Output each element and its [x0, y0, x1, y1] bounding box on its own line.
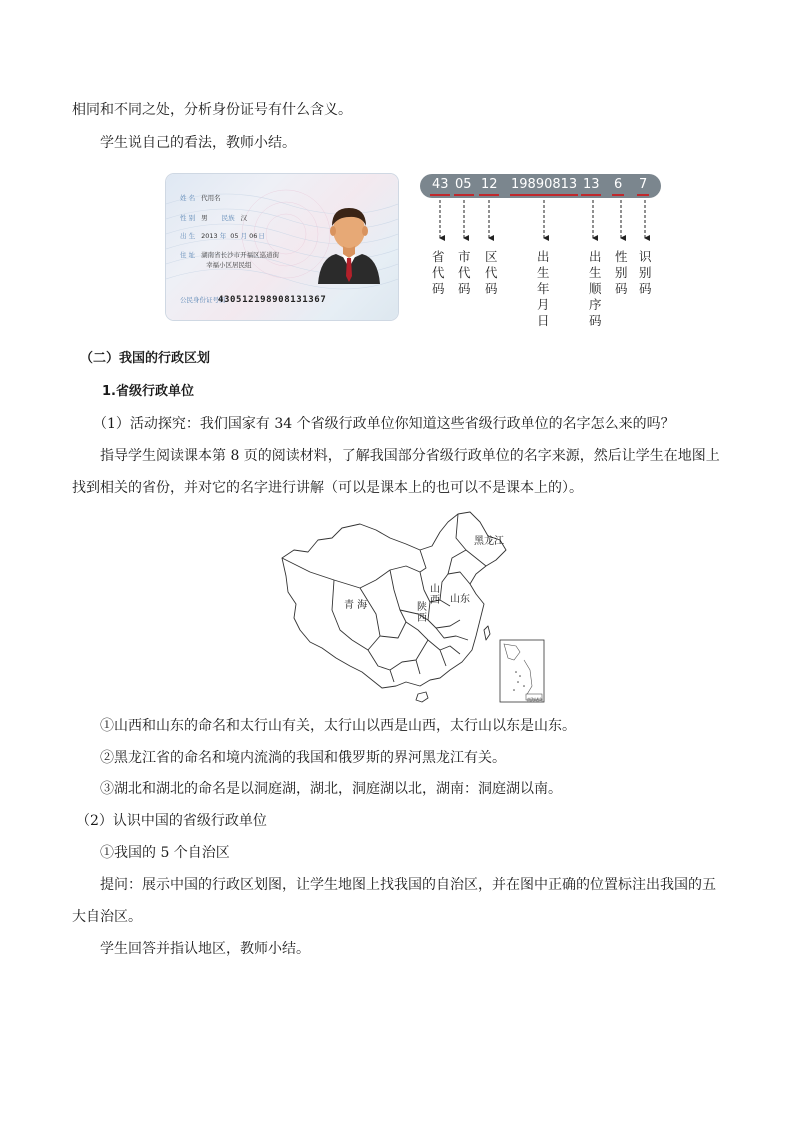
code-underline	[454, 194, 474, 196]
card-year-unit: 年	[219, 232, 227, 240]
code-segment: 05	[455, 177, 472, 192]
code-label-city: 市代码	[458, 249, 471, 296]
card-name-label: 姓 名	[180, 194, 196, 202]
map-label-heilongjiang: 黑龙江	[474, 536, 504, 547]
map-label-shanxi: 山西	[430, 584, 440, 606]
code-label-province: 省代码	[432, 249, 445, 296]
id-code-bar	[420, 174, 661, 198]
card-birth-month: 05	[230, 232, 239, 240]
card-sex: 男	[201, 214, 208, 222]
paragraph: 找到相关的省份，并对它的名字进行讲解（可以是课本上的也可以不是课本上的）。	[72, 480, 583, 496]
code-underline	[479, 194, 499, 196]
code-label-birthdate: 出生年月日	[537, 249, 550, 328]
person-portrait-icon	[316, 198, 382, 284]
id-card-image	[166, 174, 398, 320]
code-segment: 12	[481, 177, 498, 192]
code-segment: 13	[583, 177, 600, 192]
map-label-shaanxi: 陕西	[417, 602, 427, 624]
china-outline-map	[280, 510, 550, 706]
code-segment: 43	[432, 177, 449, 192]
card-name: 代用名	[201, 194, 221, 202]
paragraph: ③湖北和湖北的命名是以洞庭湖，湖北，洞庭湖以北，湖南：洞庭湖以南。	[100, 781, 562, 797]
code-underline	[581, 194, 601, 196]
card-id-label: 公民身份证号码	[180, 296, 226, 304]
paragraph: ①我国的 5 个自治区	[100, 845, 230, 861]
paragraph: 学生说自己的看法，教师小结。	[100, 135, 296, 151]
paragraph: （2）认识中国的省级行政单位	[76, 813, 267, 829]
code-segment: 6	[614, 177, 623, 192]
paragraph: 指导学生阅读课本第 8 页的阅读材料，了解我国部分省级行政单位的名字来源，然后让学生在地图上	[100, 448, 720, 464]
code-underline	[612, 194, 624, 196]
paragraph: ①山西和山东的命名和太行山有关，太行山以西是山西，太行山以东是山东。	[100, 718, 576, 734]
paragraph: （1）活动探究：我们国家有 34 个省级行政单位你知道这些省级行政单位的名字怎么来的吗？	[93, 416, 675, 432]
code-arrows	[420, 198, 661, 244]
code-label-gender: 性别码	[615, 249, 628, 296]
card-month-unit: 月	[240, 232, 248, 240]
card-id-number: 430512198908131367	[218, 295, 327, 305]
subsection-heading: 1.省级行政单位	[102, 384, 194, 399]
paragraph: 相同和不同之处，分析身份证号有什么含义。	[72, 102, 352, 118]
paragraph: 学生回答并指认地区，教师小结。	[100, 941, 310, 957]
paragraph: ②黑龙江省的命名和境内流淌的我国和俄罗斯的界河黑龙江有关。	[100, 750, 506, 766]
card-birth-label: 出 生	[180, 232, 196, 240]
section-heading: （二）我国的行政区划	[80, 351, 211, 366]
map-label-shandong: 山东	[450, 594, 470, 605]
map-outline	[280, 510, 550, 706]
code-underline	[430, 194, 450, 196]
code-label-check: 识别码	[639, 249, 652, 296]
code-label-district: 区代码	[485, 249, 498, 296]
map-label-qinghai: 青 海	[344, 600, 368, 611]
card-ethnic: 汉	[240, 214, 248, 222]
paragraph: 提问：展示中国的行政区划图，让学生地图上找我国的自治区，并在图中正确的位置标注出我国的五	[100, 877, 716, 893]
paragraph: 大自治区。	[72, 909, 142, 925]
code-segment: 19890813	[511, 177, 578, 192]
card-ethnic-label: 民族	[221, 214, 235, 222]
card-address-line2: 幸福小区居民组	[206, 261, 252, 269]
card-day-unit: 日	[258, 232, 265, 240]
card-address-label: 住 址	[180, 251, 196, 259]
code-underline	[510, 194, 578, 196]
card-sex-label: 性 别	[180, 214, 196, 222]
code-underline	[637, 194, 649, 196]
code-label-order: 出生顺序码	[589, 249, 602, 328]
code-segment: 7	[639, 177, 648, 192]
map-inset-caption: 南海诸岛	[527, 697, 543, 702]
card-address-line1: 湖南省长沙市开福区巡道街	[201, 251, 280, 259]
card-birth-day: 06	[249, 232, 258, 240]
card-birth-year: 2013	[201, 232, 218, 240]
